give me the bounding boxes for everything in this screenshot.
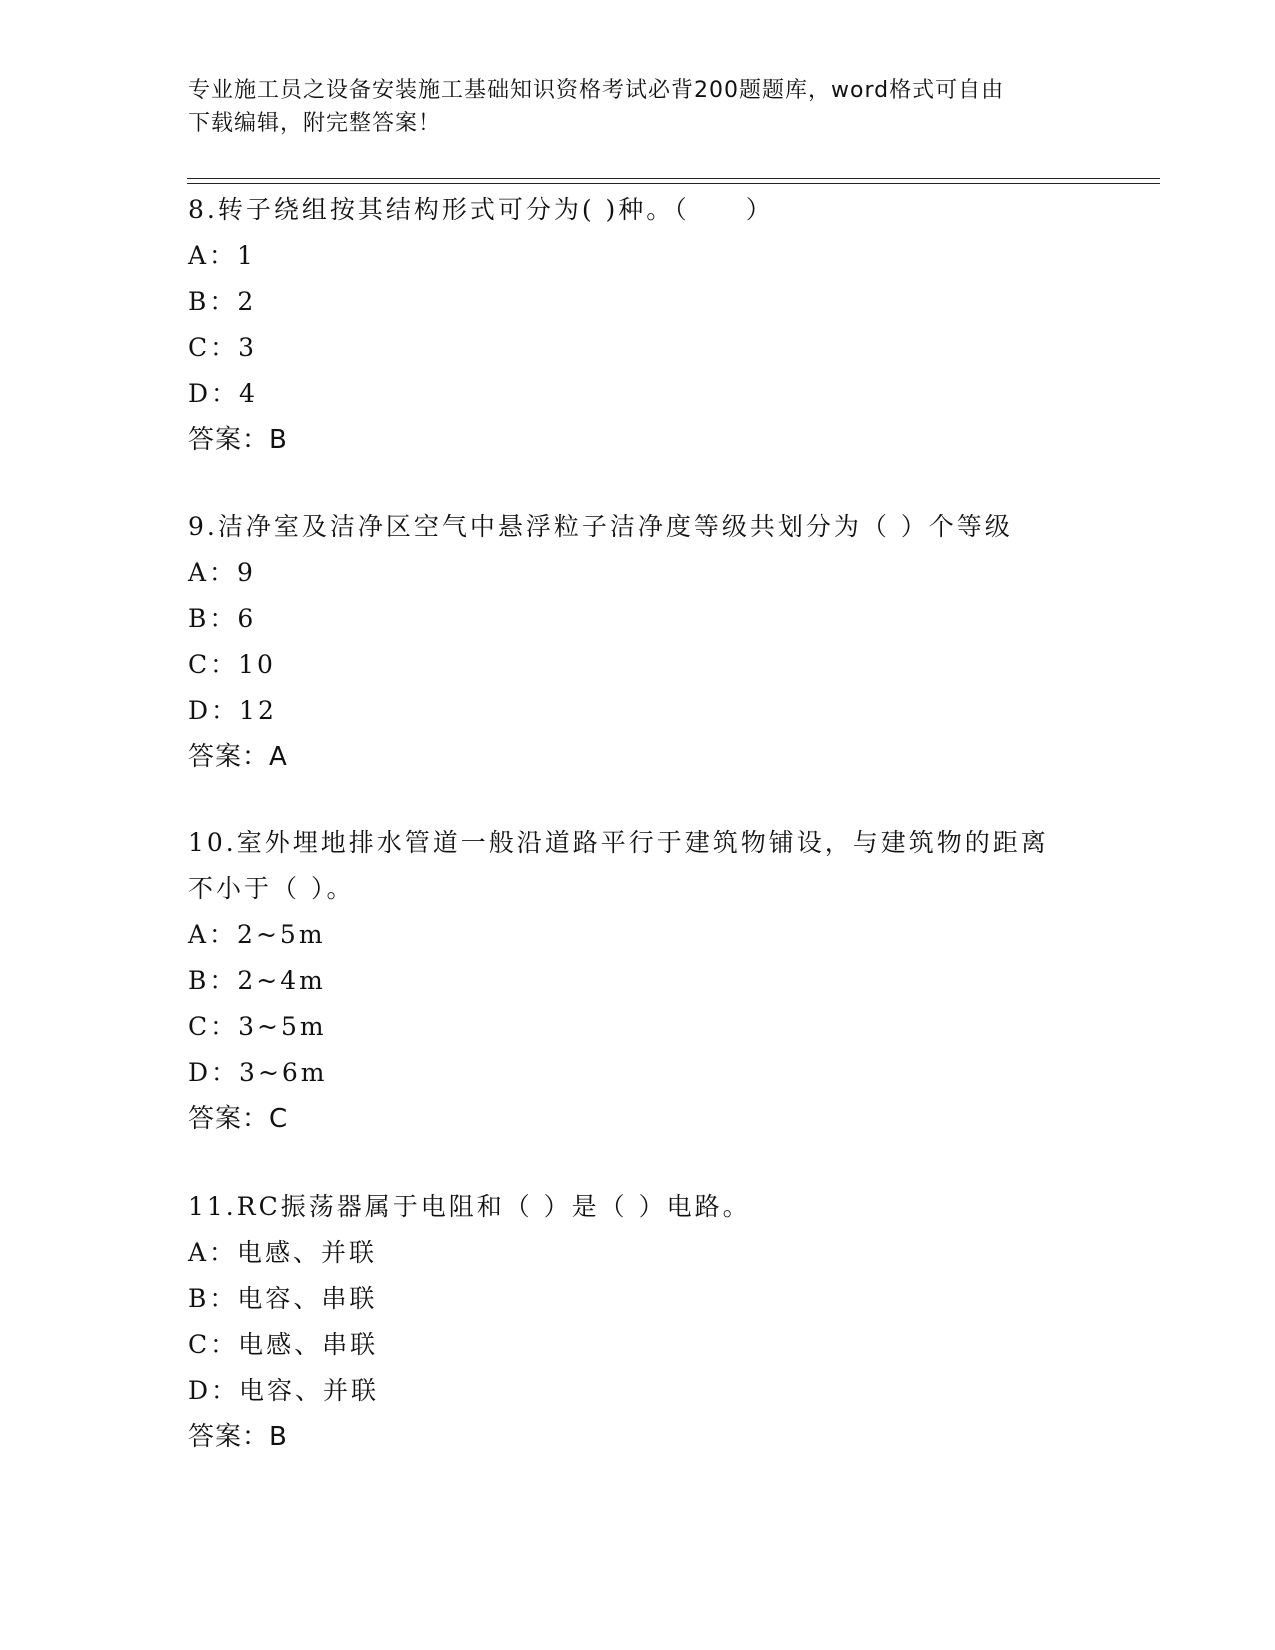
answer-text: 答案：A	[188, 742, 288, 772]
header-line-2: 下载编辑，附完整答案！	[188, 111, 442, 136]
header-divider-top	[187, 178, 1160, 179]
option-a: A：电感、并联	[188, 1238, 378, 1267]
option-b: B：2~4m	[188, 966, 326, 995]
answer-text: 答案：B	[188, 1422, 288, 1452]
header-divider-bottom	[187, 183, 1160, 184]
option-a: A：2~5m	[188, 920, 326, 949]
question-11	[188, 1184, 1088, 1460]
option-c: C：3	[188, 333, 258, 362]
option-d: D：电容、并联	[188, 1376, 380, 1405]
question-9	[188, 504, 1088, 780]
option-b: B：电容、串联	[188, 1284, 378, 1313]
option-b: B：6	[188, 604, 257, 633]
option-a: A：9	[188, 558, 256, 587]
answer-text: 答案：C	[188, 1104, 289, 1134]
question-8	[188, 187, 1088, 463]
option-d: D：4	[188, 379, 258, 408]
option-d: D：12	[188, 696, 277, 725]
option-b: B：2	[188, 287, 257, 316]
option-c: C：3~5m	[188, 1012, 327, 1041]
header-line-1: 专业施工员之设备安装施工基础知识资格考试必背200题题库，word格式可自由	[188, 78, 1005, 103]
question-stem-line-1: 10.室外埋地排水管道一般沿道路平行于建筑物铺设，与建筑物的距离	[188, 828, 1049, 857]
document-header	[188, 74, 1088, 140]
question-10	[188, 820, 1088, 1142]
question-stem: 11.RC振荡器属于电阻和（ ）是（ ）电路。	[188, 1192, 751, 1221]
option-a: A：1	[188, 241, 256, 270]
question-stem: 8.转子绕组按其结构形式可分为( )种。（ ）	[188, 195, 774, 224]
answer-text: 答案：B	[188, 425, 288, 455]
option-d: D：3~6m	[188, 1058, 328, 1087]
option-c: C：10	[188, 650, 276, 679]
question-stem-line-2: 不小于（ ）。	[188, 874, 355, 903]
option-c: C：电感、串联	[188, 1330, 379, 1359]
question-stem: 9.洁净室及洁净区空气中悬浮粒子洁净度等级共划分为（ ）个等级	[188, 512, 1013, 541]
